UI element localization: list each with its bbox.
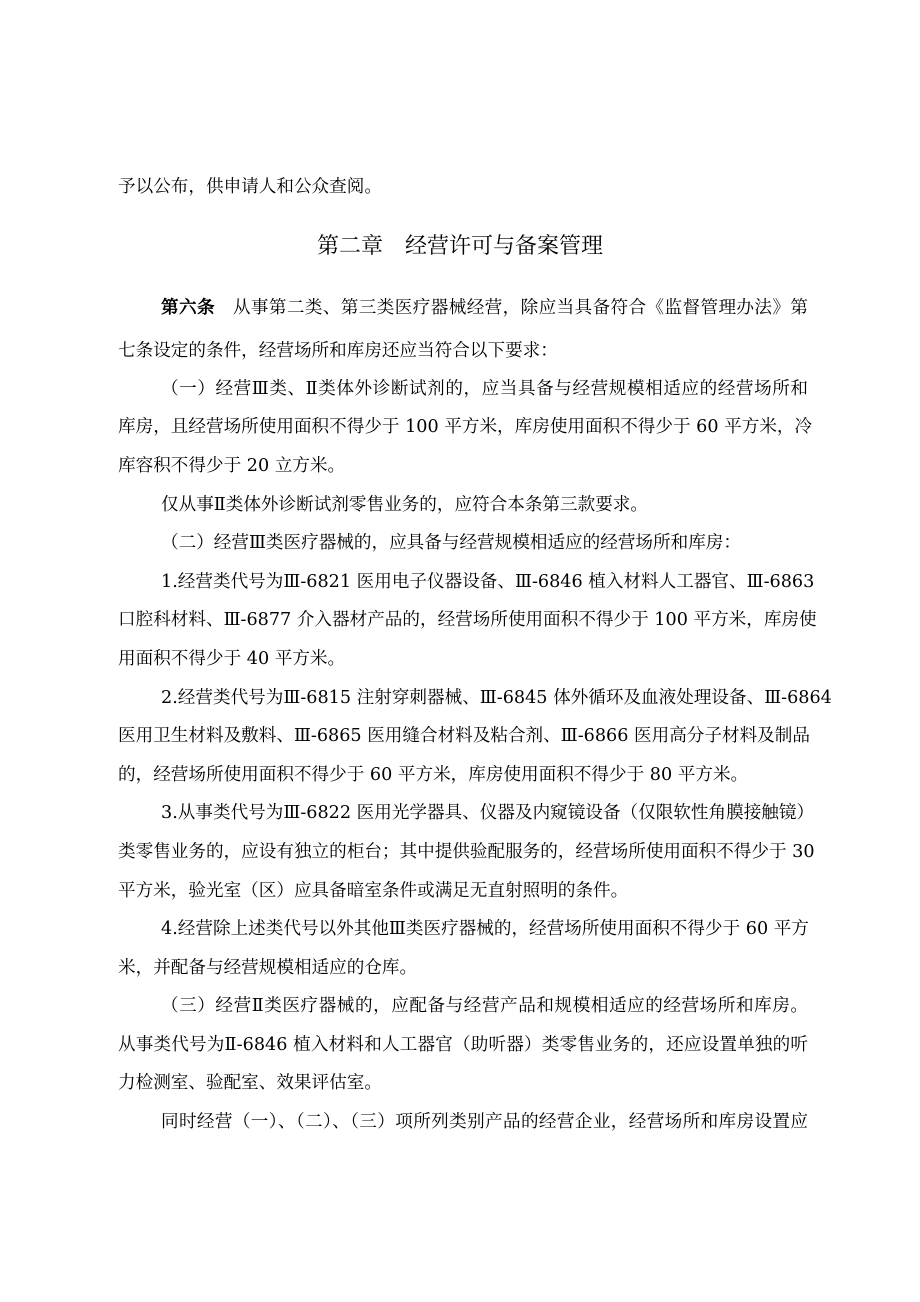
text-line-14: 的，经营场所使用面积不得少于 60 平方米，库房使用面积不得少于 80 平方米。 [118, 765, 749, 785]
text-line-11: 用面积不得少于 40 平方米。 [118, 649, 346, 669]
text-line-10: 口腔科材料、Ⅲ-6877 介入器材产品的，经营场所使用面积不得少于 100 平方米，库房使 [118, 610, 817, 630]
text-line-8: （二）经营Ⅲ类医疗器械的，应具备与经营规模相适应的经营场所和库房： [161, 533, 741, 553]
text-line-3: 七条设定的条件，经营场所和库房还应当符合以下要求： [118, 341, 558, 361]
text-line-5: 库房，且经营场所使用面积不得少于 100 平方米，库房使用面积不得少于 60 平方米，冷 [118, 417, 813, 437]
text-line-13: 医用卫生材料及敷料、Ⅲ-6865 医用缝合材料及粘合剂、Ⅲ-6866 医用高分子材料及制品 [118, 726, 810, 746]
text-line-17: 平方米，验光室（区）应具备暗室条件或满足无直射照明的条件。 [118, 881, 629, 901]
text-line-19: 米，并配备与经营规模相适应的仓库。 [118, 958, 418, 978]
text-line-4: （一）经营Ⅲ类、Ⅱ类体外诊断试剂的，应当具备与经营规模相适应的经营场所和 [161, 379, 808, 399]
text-line-2 [161, 297, 808, 319]
chapter-title: 第二章 经营许可与备案管理 [316, 234, 603, 259]
text-line-15: 3.从事类代号为Ⅲ-6822 医用光学器具、仪器及内窥镜设备（仅限软性角膜接触镜） [161, 803, 815, 823]
text-line-21: 从事类代号为Ⅱ-6846 植入材料和人工器官（助听器）类零售业务的，还应设置单独的听 [118, 1035, 808, 1055]
article-text: 从事第二类、第三类医疗器械经营，除应当具备符合《监督管理办法》第 [232, 298, 808, 318]
text-line-1: 予以公布，供申请人和公众查阅。 [118, 177, 382, 197]
text-line-16: 类零售业务的，应设有独立的柜台；其中提供验配服务的，经营场所使用面积不得少于 30 [118, 842, 815, 862]
text-line-22: 力检测室、验配室、效果评估室。 [118, 1073, 382, 1093]
article-label: 第六条 [161, 298, 215, 318]
text-line-18: 4.经营除上述类代号以外其他Ⅲ类医疗器械的，经营场所使用面积不得少于 60 平方 [161, 919, 809, 939]
text-line-20: （三）经营Ⅱ类医疗器械的，应配备与经营产品和规模相适应的经营场所和库房。 [161, 996, 808, 1016]
text-line-23: 同时经营（一）、（二）、（三）项所列类别产品的经营企业，经营场所和库房设置应 [161, 1112, 808, 1132]
text-line-6: 库容积不得少于 20 立方米。 [118, 456, 346, 476]
text-line-12: 2.经营类代号为Ⅲ-6815 注射穿刺器械、Ⅲ-6845 体外循环及血液处理设备、Ⅲ-6864 [161, 688, 832, 708]
text-line-7: 仅从事Ⅱ类体外诊断试剂零售业务的，应符合本条第三款要求。 [161, 495, 648, 515]
text-line-9: 1.经营类代号为Ⅲ-6821 医用电子仪器设备、Ⅲ-6846 植入材料人工器官、Ⅲ-6863 [161, 572, 815, 592]
